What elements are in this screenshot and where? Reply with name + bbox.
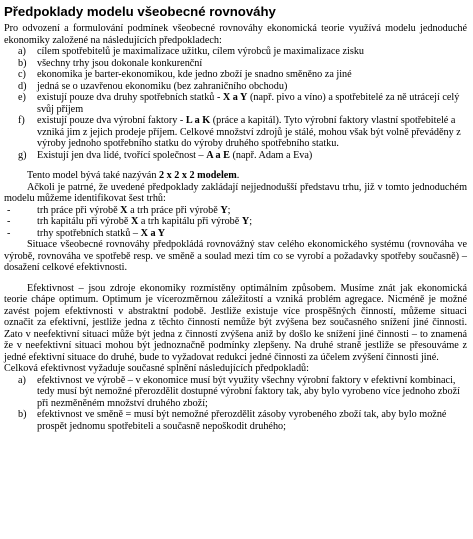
list-item-text [37,115,467,150]
text-run: efektivnost ve směně = musí být nemožné přerozdělit zásoby vyrobeného zboží tak, aby bylo možné prospět jednomu spotřebiteli a současně nepoškodit druhého; [37,409,447,432]
list-item-text [37,409,467,432]
text-run: existují pouze dva druhy spotřebních statků - [37,92,223,103]
list-marker: a) [18,46,26,57]
paragraph-gap [4,161,467,170]
text-run: ; [249,216,253,227]
document-title: Předpoklady modelu všeobecné rovnováhy [4,4,276,19]
model-note-bold: 2 x 2 x 2 modelem [158,170,237,181]
list-marker: c) [18,69,26,80]
text-run: efektivnost ve výrobě – v ekonomice musí být využity všechny výrobní faktory v efektivní kombinaci, tedy musí být nemožné přerozdělit dostupné výrobní faktory tak, aby bylo vyrobeno více jednoho zboží při nezměněném množství druhého zboží; [37,374,460,409]
model-note-paragraph [4,170,467,182]
text-run: cílem spotřebitelů je maximalizace užitku, cílem výrobců je maximalizace zisku [37,46,365,57]
text-run: a trh práce při výrobě [127,204,221,216]
condition-item [4,375,467,410]
market-item [4,205,467,217]
list-marker: a) [18,374,26,386]
list-marker: g) [18,149,27,161]
text-run: (práce a kapitál). Tyto výrobní faktory vlastní spotřebitelé a vzniká jim z jejich prodeje příjem. Celkové množství zdrojů je stálé, mohou však být volně převáděny z výroby jednoho spotřebního statku do výroby druhého spotřebního statku. [37,115,461,149]
list-item-text [37,150,467,162]
assumption-item [4,115,467,150]
assumption-item [4,46,467,58]
assumption-item [4,92,467,115]
bold-text: Y [220,204,228,216]
list-marker: - [7,227,11,239]
list-item-text [37,375,467,410]
bold-text: L a K [185,115,211,126]
model-note-end: . [236,170,240,181]
list-item-text [37,216,467,228]
paragraph-gap [4,274,467,283]
condition-item [4,409,467,432]
list-item-text [37,46,467,58]
list-item-text [37,228,467,240]
list-item-text [37,69,467,81]
text-run: (např. Adam a Eva) [229,149,313,161]
text-run: a trh kapitálu při výrobě [138,216,242,227]
assumption-item [4,150,467,162]
text-run: jedná se o uzavřenou ekonomiku (bez zahraničního obchodu) [37,80,288,92]
text-run: existují pouze dva výrobní faktory - [37,115,186,126]
list-marker: b) [18,409,27,420]
bold-text: X [130,216,139,227]
list-marker: d) [18,80,27,92]
intro-paragraph: Pro odvození a formulování podmínek všeobecné rovnováhy ekonomická teorie využívá modelu jednoduché ekonomiky založené na následujících předpokladech: [4,23,467,46]
markets-list [4,205,467,240]
text-run: trhy spotřebních statků – [37,227,141,239]
market-item [4,216,467,228]
list-marker: - [7,204,11,216]
list-item-text [37,92,467,115]
list-marker: - [7,216,11,227]
bold-text: X a Y [222,92,248,103]
list-item-text [37,205,467,217]
bold-text: X a Y [140,227,166,239]
list-marker: e) [18,92,26,103]
bold-text: Y [241,216,250,227]
assumption-item [4,81,467,93]
market-item [4,228,467,240]
text-run: ; [227,204,231,216]
assumption-item [4,58,467,70]
text-run: všechny trhy jsou dokonale konkurenční [37,57,203,69]
model-note-text: Tento model bývá také nazýván [27,170,159,181]
conditions-list [4,375,467,433]
text-run: trh práce při výrobě [37,204,121,216]
efficiency-paragraph: Efektivnost – jsou zdroje ekonomiky rozmístěny optimálním způsobem. Musíme znát jak ekonomická teorie chápe optimum. Optimum je vícerozměrnou záležitostí a vzniká problém agregace. Nicméně je možné zavést pojem efektivnosti v abstraktní podobě. Jestliže existuje více prospěšných činností, můžeme situaci označit za efektivní, jestliže jedna z těchto činností nemůže být zvýšena bez současného snížení jiné činnosti. Zato v neefektivní situaci může být jedna z činností zvýšena aniž by došlo ke snížení jiné činnosti – to znamená že v neefektivní situaci mohou být jednoznačně podmínky zlepšeny. Na druhé straně jestliže se přesouváme z jedné efektivní situace do druhé, bude to vyžadovat redukci jedné činnosti za účelem zvýšení činnosti jiné. [4,282,467,363]
bold-text: X [120,204,128,216]
conditions-intro-paragraph: Celková efektivnost vyžaduje současné splnění následujících předpokladů: [4,363,309,374]
list-item-text [37,58,467,70]
lead-in-paragraph: Ačkoli je patrné, že uvedené předpoklady zakládají nejjednodušší představu trhu, již v tomto jednoduchém modelu můžeme identifikovat šest trhů: [4,181,467,204]
text-run: trh kapitálu při výrobě [37,216,131,227]
equilibrium-paragraph: Situace všeobecné rovnováhy předpokládá rovnovážný stav celého ekonomického systému (rovnováha ve výrobě, rovnováha ve spotřebě resp. ve směně a soulad mezi tím co se vyrobí a požadavky spotřeby současně) – dosažení celkové efektivnosti. [4,239,467,273]
list-marker: b) [18,57,27,69]
assumption-item [4,69,467,81]
text-run: Existují jen dva lidé, tvořící společnost – [37,149,207,161]
bold-text: A a E [206,149,230,161]
list-item-text [37,81,467,93]
text-run: (např. pivo a víno) a spotřebitelé za ně utrácejí celý svůj příjem [37,92,460,115]
assumptions-list [4,46,467,161]
list-marker: f) [18,115,25,126]
text-run: ekonomika je barter-ekonomikou, kde jedno zboží je snadno směněno za jiné [37,69,352,80]
